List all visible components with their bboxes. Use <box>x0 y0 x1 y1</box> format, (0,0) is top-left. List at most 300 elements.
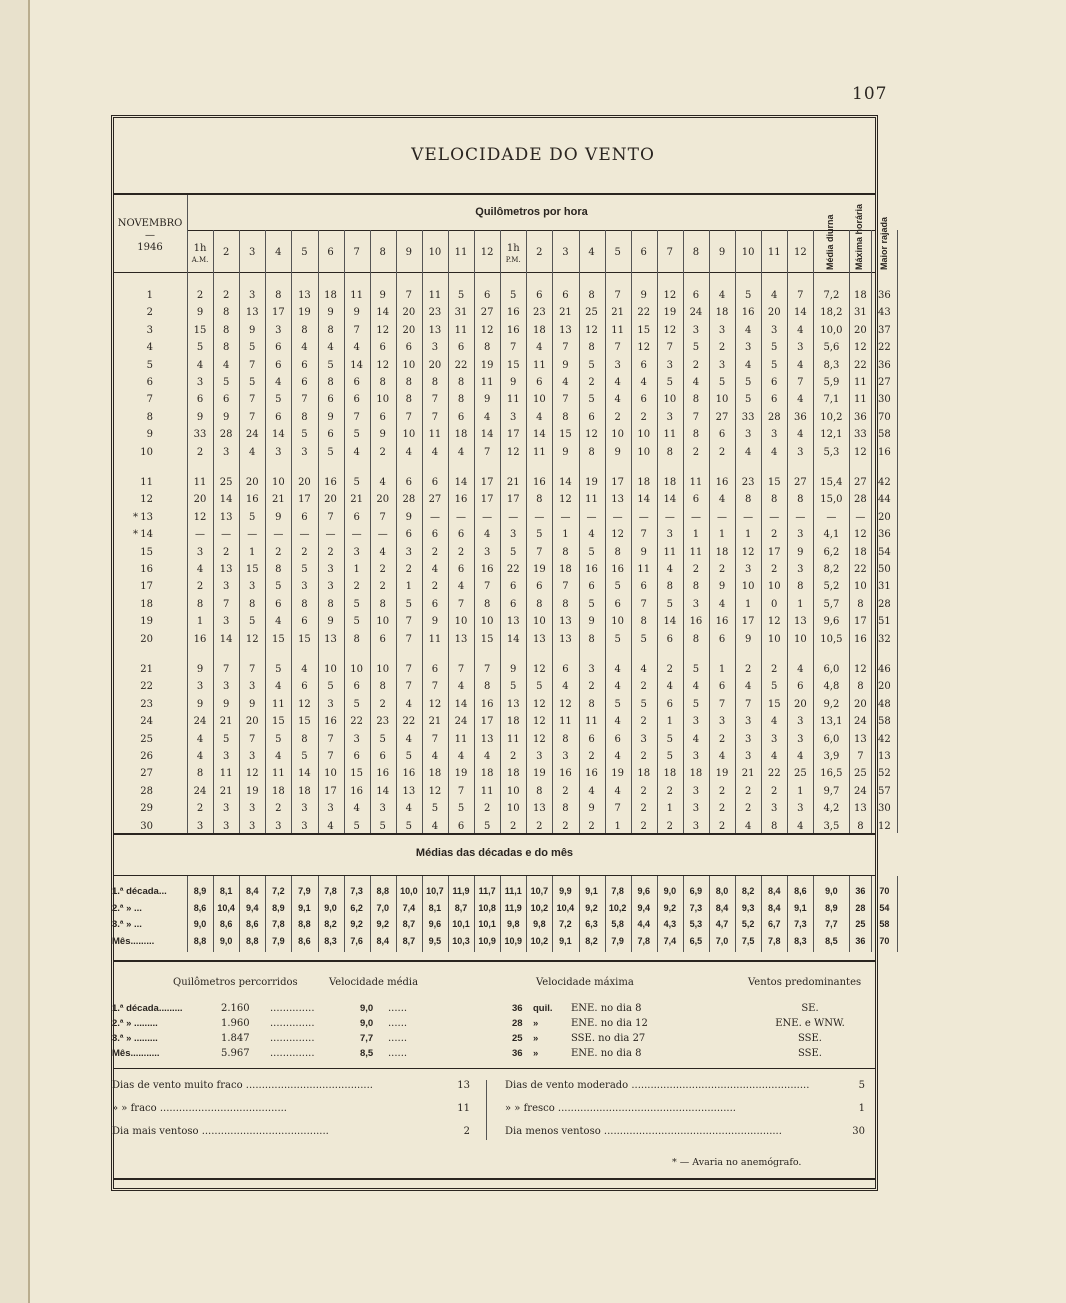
value-cell: 4 <box>588 529 595 541</box>
value-cell: 3 <box>536 751 543 762</box>
value-cell: 4 <box>614 377 621 388</box>
means-cell: 8,9 <box>825 902 838 913</box>
means-cell: 7,3 <box>350 886 363 896</box>
value-cell: 12 <box>298 698 311 710</box>
days-info-value: 11 <box>457 1103 470 1114</box>
value-cell: 4 <box>797 820 804 832</box>
value-cell: 13 <box>298 290 311 301</box>
value-cell: 5 <box>249 342 256 354</box>
value-cell: 6 <box>405 342 413 354</box>
means-cell: 5,2 <box>741 919 755 929</box>
value-cell: 18 <box>854 290 867 301</box>
value-cell: 6 <box>718 681 726 693</box>
value-cell: 10 <box>637 446 651 458</box>
value-cell: 2 <box>588 377 595 388</box>
value-cell: 3 <box>301 820 308 832</box>
value-cell: 5 <box>379 733 386 745</box>
value-cell: 7 <box>405 681 413 693</box>
value-cell: 14 <box>298 768 311 780</box>
means-cell: 8,2 <box>741 886 755 896</box>
value-cell: 6 <box>666 633 674 645</box>
summary-vel: 9,0 <box>360 1018 374 1029</box>
summary-label: 1.ª década......... <box>112 1003 183 1014</box>
value-cell: 12 <box>376 359 390 371</box>
hour-header: 8 <box>692 247 700 258</box>
value-cell: 8 <box>483 598 491 610</box>
value-cell: 6 <box>771 377 778 388</box>
value-cell: — <box>826 511 837 523</box>
value-cell: 36 <box>878 359 891 371</box>
value-cell: 22 <box>402 716 416 728</box>
means-cell: 7,6 <box>350 935 363 946</box>
summary-unit: » <box>533 1018 539 1029</box>
means-cell: 9,5 <box>428 935 442 946</box>
value-cell: 6 <box>379 411 386 423</box>
value-cell: 2 <box>301 546 308 558</box>
day-number: 6 <box>146 377 153 388</box>
value-cell: 18 <box>715 307 729 319</box>
value-cell: 5 <box>588 359 595 371</box>
value-cell: 5 <box>327 446 334 458</box>
value-cell: 9 <box>744 633 752 645</box>
value-cell: 3 <box>692 751 700 762</box>
value-cell: 16,5 <box>820 768 843 780</box>
value-cell: 6 <box>457 342 465 354</box>
value-cell: 16 <box>585 564 598 575</box>
value-cell: 11 <box>428 429 442 441</box>
value-cell: 6 <box>379 751 386 762</box>
value-cell: 7 <box>614 803 621 815</box>
value-cell: 10 <box>402 429 416 441</box>
hour-period: P.M. <box>505 256 521 264</box>
value-cell: 16 <box>715 477 729 488</box>
day-number: 11 <box>140 477 153 488</box>
value-cell: 3 <box>744 342 752 354</box>
value-cell: 16 <box>689 616 703 628</box>
value-cell: 7 <box>431 394 439 406</box>
value-cell: 36 <box>793 411 807 423</box>
value-cell: 11 <box>506 394 520 406</box>
value-cell: 10 <box>324 664 337 675</box>
value-cell: 4 <box>744 681 752 693</box>
value-cell: 6 <box>536 581 543 593</box>
value-cell: 4 <box>692 733 700 745</box>
value-cell: 4 <box>457 446 465 458</box>
value-cell: 28 <box>854 494 867 506</box>
means-cell: 5,3 <box>689 919 703 929</box>
value-cell: 3 <box>327 803 334 815</box>
value-cell: 6 <box>692 290 700 301</box>
value-cell: 6 <box>301 616 308 628</box>
rule <box>113 1178 876 1180</box>
means-cell: 54 <box>879 902 890 913</box>
value-cell: — <box>855 511 866 523</box>
value-cell: 7 <box>744 698 752 710</box>
value-cell: 2 <box>196 446 204 458</box>
value-cell: 1 <box>249 546 256 558</box>
value-cell: 17 <box>480 494 494 506</box>
value-cell: 7 <box>249 664 256 675</box>
means-cell: 8,6 <box>794 886 807 896</box>
means-cell: 8,1 <box>428 902 442 913</box>
day-number: 20 <box>140 633 153 645</box>
value-cell: 2 <box>718 733 726 745</box>
value-cell: 3 <box>327 698 334 710</box>
value-cell: 7 <box>327 733 334 745</box>
value-cell: 3 <box>196 820 204 832</box>
value-cell: 5 <box>771 681 778 693</box>
summary-label: 2.ª » ......... <box>112 1018 158 1029</box>
value-cell: 6 <box>457 564 465 575</box>
value-cell: 4,8 <box>823 681 840 693</box>
means-cell: 10,2 <box>608 902 627 913</box>
value-cell: 70 <box>878 411 891 423</box>
value-cell: 7 <box>405 664 413 675</box>
days-info-label: » » fresco ........................................................ <box>505 1103 736 1114</box>
value-cell: 3 <box>249 290 256 301</box>
value-cell: 7 <box>249 733 256 745</box>
value-cell: 8 <box>222 342 230 354</box>
value-cell: 11 <box>854 377 867 388</box>
value-cell: 11 <box>611 324 624 336</box>
value-cell: 11 <box>428 633 442 645</box>
value-cell: 5 <box>536 681 543 693</box>
value-cell: 15 <box>480 633 494 645</box>
value-cell: 17 <box>324 785 337 797</box>
means-cell: 10,8 <box>478 902 496 913</box>
value-cell: 6 <box>614 733 621 745</box>
value-cell: 11 <box>271 768 285 780</box>
value-cell: 4 <box>275 751 282 762</box>
table-frame <box>111 115 878 1191</box>
value-cell: 9 <box>196 411 204 423</box>
value-cell: 13 <box>219 511 233 523</box>
means-cell: 8,6 <box>219 919 233 929</box>
means-cell: 9,1 <box>794 902 807 913</box>
means-cell: 9,6 <box>428 919 442 929</box>
value-cell: 7 <box>692 411 700 423</box>
value-cell: 5 <box>327 359 334 371</box>
value-cell: 2 <box>640 681 647 693</box>
means-cell: 9,2 <box>585 902 598 913</box>
value-cell: 24 <box>245 429 259 441</box>
value-cell: 8 <box>588 633 595 645</box>
value-cell: 8 <box>405 394 413 406</box>
value-cell: 13 <box>532 633 546 645</box>
value-cell: 4 <box>614 394 621 406</box>
value-cell: 9 <box>249 324 256 336</box>
value-cell: 14 <box>637 494 651 506</box>
value-cell: 6 <box>431 664 439 675</box>
value-cell: 23 <box>741 477 755 488</box>
value-cell: 7 <box>405 290 413 301</box>
value-cell: 3 <box>744 716 752 728</box>
value-cell: 2 <box>744 664 752 675</box>
value-cell: 5 <box>301 564 308 575</box>
hour-header: 2 <box>536 247 543 258</box>
value-cell: 6 <box>301 511 308 523</box>
value-cell: 7 <box>562 581 569 593</box>
means-cell: 9,6 <box>637 886 650 896</box>
value-cell: 2 <box>457 546 465 558</box>
value-cell: 8 <box>666 581 674 593</box>
value-cell: 9 <box>327 307 334 319</box>
value-cell: 20 <box>854 324 867 336</box>
value-cell: 11 <box>532 359 546 371</box>
value-cell: 13 <box>402 785 416 797</box>
value-cell: 2 <box>771 564 778 575</box>
value-cell: 6 <box>353 511 360 523</box>
value-cell: 16 <box>506 307 520 319</box>
value-cell: 4 <box>196 733 204 745</box>
means-cell: 7,0 <box>715 935 729 946</box>
value-cell: 5 <box>275 581 282 593</box>
means-cell: 10,9 <box>478 935 496 946</box>
value-cell: 8 <box>797 581 804 593</box>
value-cell: 6 <box>405 529 413 541</box>
day-number: 28 <box>140 785 153 797</box>
value-cell: 4 <box>797 751 804 762</box>
value-cell: 5 <box>379 820 386 832</box>
hour-header: 6 <box>327 247 334 258</box>
hour-header: 8 <box>379 247 386 258</box>
days-info-value: 30 <box>852 1126 865 1137</box>
summary-dots: .............. <box>270 1033 315 1044</box>
means-cell: 6,3 <box>585 919 598 929</box>
value-cell: 43 <box>878 307 891 319</box>
means-cell: 7,8 <box>637 935 650 946</box>
value-cell: 10 <box>376 616 390 628</box>
value-cell: 28 <box>767 411 781 423</box>
value-cell: 4 <box>640 664 647 675</box>
value-cell: 9 <box>222 411 230 423</box>
means-cell: 4,3 <box>663 919 677 929</box>
value-cell: 14 <box>663 494 677 506</box>
value-cell: 8 <box>275 564 282 575</box>
value-cell: 2 <box>431 546 439 558</box>
means-cell: 8,4 <box>767 902 781 913</box>
day-number: 26 <box>140 751 153 762</box>
value-cell: — <box>638 511 649 523</box>
means-label: 1.ª década... <box>112 886 167 897</box>
value-cell: 13 <box>506 698 520 710</box>
means-cell: 10,1 <box>478 919 496 929</box>
means-cell: 7,9 <box>272 935 285 946</box>
value-cell: 7 <box>457 598 465 610</box>
value-cell: 15 <box>193 324 207 336</box>
value-cell: 5 <box>275 394 282 406</box>
summary-label: 3.ª » ......... <box>112 1033 158 1044</box>
value-cell: 6 <box>640 394 647 406</box>
value-cell: 9 <box>196 307 204 319</box>
value-cell: 2 <box>222 546 230 558</box>
value-cell: 14 <box>506 633 520 645</box>
value-cell: 32 <box>878 633 891 645</box>
means-cell: 8,1 <box>219 886 233 896</box>
value-cell: 1 <box>692 529 700 541</box>
value-cell: 16 <box>245 494 259 506</box>
value-cell: 24 <box>193 716 207 728</box>
value-cell: 9 <box>379 290 386 301</box>
summary-unit: » <box>533 1033 539 1044</box>
value-cell: 57 <box>878 785 891 797</box>
value-cell: 16 <box>324 716 337 728</box>
value-cell: 6 <box>640 359 647 371</box>
summary-dots: ...... <box>388 1003 408 1014</box>
value-cell: 17 <box>271 307 285 319</box>
value-cell: 5 <box>327 681 334 693</box>
value-cell: — <box>377 529 388 541</box>
value-cell: 10 <box>637 429 651 441</box>
hour-header: 12 <box>480 247 494 258</box>
value-cell: 17 <box>741 616 755 628</box>
value-cell: 14 <box>219 633 233 645</box>
value-cell: 7 <box>431 733 439 745</box>
hour-header: 9 <box>718 247 726 258</box>
value-cell: 4 <box>483 751 491 762</box>
summary-vel: 8,5 <box>360 1048 374 1059</box>
hour-header: 11 <box>454 247 468 258</box>
value-cell: 14 <box>454 698 468 710</box>
value-cell: 10 <box>854 581 867 593</box>
means-cell: 8,3 <box>324 935 337 946</box>
value-cell: 2 <box>588 751 595 762</box>
value-cell: 6 <box>196 394 204 406</box>
value-cell: 13 <box>428 324 442 336</box>
value-cell: 11 <box>480 377 494 388</box>
value-cell: 20 <box>402 307 416 319</box>
header-year: 1946 <box>137 242 163 253</box>
value-cell: 5 <box>249 377 256 388</box>
value-cell: 1 <box>744 598 752 610</box>
value-cell: 2 <box>353 581 360 593</box>
means-title: Médias das décadas e do mês <box>415 847 574 859</box>
value-cell: — <box>612 511 623 523</box>
value-cell: 24 <box>193 785 207 797</box>
means-cell: 9,3 <box>741 902 755 913</box>
damage-marker: * <box>133 529 138 541</box>
value-cell: 12 <box>532 698 546 710</box>
means-label: 3.ª » ... <box>112 919 142 930</box>
value-cell: 4 <box>196 564 204 575</box>
value-cell: 5 <box>353 820 360 832</box>
value-cell: 5 <box>275 733 282 745</box>
means-cell: 8,4 <box>245 886 259 896</box>
value-cell: 8 <box>353 633 360 645</box>
value-cell: 8 <box>692 633 700 645</box>
value-cell: 10 <box>480 616 494 628</box>
means-cell: 7,2 <box>272 886 285 896</box>
means-cell: 8,4 <box>715 902 729 913</box>
value-cell: 15 <box>298 716 311 728</box>
value-cell: 6 <box>379 633 386 645</box>
value-cell: 12 <box>854 446 867 458</box>
value-cell: 12 <box>663 324 677 336</box>
page-title: VELOCIDADE DO VENTO <box>411 145 655 165</box>
value-cell: 16 <box>854 633 867 645</box>
value-cell: 5 <box>405 751 413 762</box>
value-cell: 10 <box>793 633 807 645</box>
value-cell: — <box>743 511 754 523</box>
means-cell: 9,9 <box>559 886 572 896</box>
means-cell: 5,8 <box>611 919 624 929</box>
value-cell: 16 <box>350 785 363 797</box>
value-cell: 7 <box>614 290 621 301</box>
header-rajada: Maior rajada <box>879 216 890 270</box>
value-cell: 8 <box>379 681 386 693</box>
value-cell: 4 <box>744 820 752 832</box>
value-cell: 33 <box>741 411 755 423</box>
value-cell: 2 <box>379 581 386 593</box>
value-cell: 4 <box>797 324 804 336</box>
value-cell: 9 <box>431 616 439 628</box>
value-cell: 18 <box>428 768 442 780</box>
value-cell: 12 <box>878 820 891 832</box>
value-cell: 36 <box>878 290 891 301</box>
value-cell: 3 <box>614 359 621 371</box>
value-cell: 8 <box>562 733 569 745</box>
means-cell: 10,0 <box>400 886 418 896</box>
value-cell: 5 <box>353 616 360 628</box>
value-cell: 18 <box>480 768 494 780</box>
value-cell: 16 <box>480 564 494 575</box>
value-cell: 16 <box>741 307 755 319</box>
value-cell: 2 <box>666 820 674 832</box>
value-cell: 3,9 <box>823 751 840 762</box>
value-cell: 9 <box>588 616 595 628</box>
value-cell: 8 <box>562 411 569 423</box>
value-cell: 9 <box>614 446 621 458</box>
value-cell: 9 <box>562 446 569 458</box>
day-number: 30 <box>140 820 153 832</box>
value-cell: 13 <box>559 324 572 336</box>
value-cell: 8,3 <box>823 359 840 371</box>
value-cell: 6 <box>353 377 360 388</box>
days-info-label: Dia mais ventoso ........................................ <box>112 1126 329 1137</box>
value-cell: 12 <box>854 529 867 541</box>
value-cell: 4 <box>301 664 308 675</box>
value-cell: 10 <box>376 664 390 675</box>
value-cell: 2 <box>666 785 674 797</box>
summary-max: 36 <box>512 1048 523 1059</box>
value-cell: 10 <box>271 477 285 488</box>
value-cell: 9 <box>718 581 726 593</box>
value-cell: 10 <box>454 616 468 628</box>
value-cell: 14 <box>376 307 390 319</box>
value-cell: 2 <box>718 564 726 575</box>
value-cell: 5 <box>744 290 752 301</box>
value-cell: 9 <box>797 546 804 558</box>
value-cell: 5 <box>771 359 778 371</box>
value-cell: 7 <box>222 664 230 675</box>
value-cell: 2 <box>744 803 752 815</box>
value-cell: 16 <box>193 633 207 645</box>
value-cell: 6 <box>640 581 647 593</box>
value-cell: 5 <box>222 733 230 745</box>
value-cell: 5 <box>483 820 491 832</box>
means-cell: 7,3 <box>689 902 703 913</box>
value-cell: 3 <box>797 564 804 575</box>
value-cell: 3 <box>588 664 595 675</box>
value-cell: — <box>482 511 493 523</box>
value-cell: 5 <box>614 581 621 593</box>
summary-maxtxt: ENE. no dia 12 <box>571 1018 648 1029</box>
value-cell: 11 <box>271 698 285 710</box>
value-cell: 12 <box>245 768 259 780</box>
means-cell: 25 <box>855 919 866 929</box>
value-cell: 11 <box>480 785 494 797</box>
means-cell: 7,8 <box>611 886 624 896</box>
